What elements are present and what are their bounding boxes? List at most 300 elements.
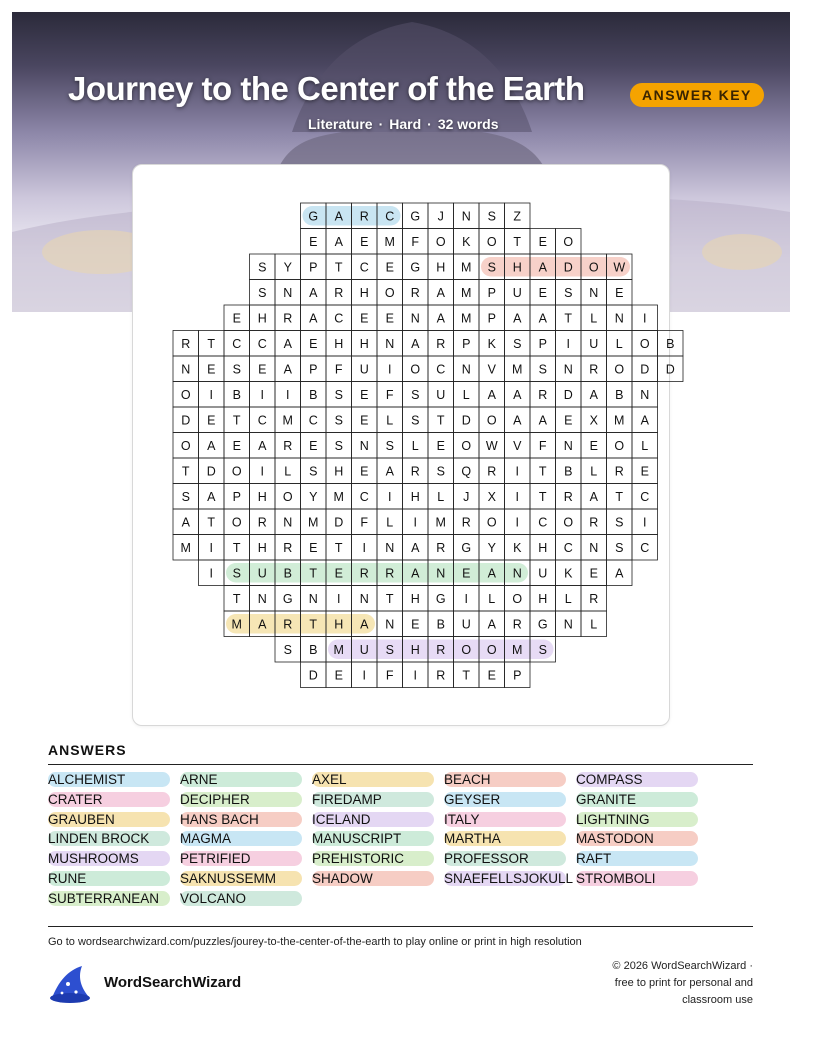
grid-letter: A [487,617,496,632]
grid-letter: I [260,464,264,479]
grid-letter: R [461,515,471,530]
grid-letter: H [538,591,548,606]
grid-letter: N [257,591,267,606]
grid-letter: T [207,336,216,351]
grid-letter: H [334,617,344,632]
grid-letter: N [283,515,293,530]
grid-letter: R [410,464,420,479]
grid-letter: N [614,311,624,326]
grid-letter: H [359,336,369,351]
answer-word: RAFT [576,851,698,866]
grid-letter: P [487,311,496,326]
grid-letter: S [487,209,496,224]
copyright-line: free to print for personal and [614,977,753,989]
grid-letter: A [181,515,190,530]
grid-letter: I [464,591,468,606]
grid-letter: D [563,387,573,402]
answer-word: MANUSCRIPT [312,831,434,846]
grid-letter: R [614,464,624,479]
grid-letter: K [487,336,496,351]
answer-word: VOLCANO [180,891,302,906]
grid-letter: W [613,260,626,275]
grid-letter: E [360,413,369,428]
grid-letter: S [258,285,267,300]
grid-letter: L [386,413,394,428]
grid-letter: I [643,515,647,530]
grid-letter: T [513,234,522,249]
grid-letter: R [283,311,293,326]
grid-letter: E [309,438,318,453]
grid-letter: L [641,438,649,453]
grid-letter: R [283,540,293,555]
grid-letter: I [362,668,366,683]
answer-word: ALCHEMIST [48,772,170,787]
grid-letter: I [362,540,366,555]
grid-letter: S [385,642,394,657]
grid-letter: U [359,642,369,657]
answer-word: STROMBOLI [576,871,698,886]
grid-letter: W [485,438,498,453]
grid-letter: D [181,413,191,428]
answer-word: GRAUBEN [48,812,170,827]
answer-word: MASTODON [576,831,698,846]
grid-letter: A [309,311,318,326]
grid-letter: L [590,617,598,632]
grid-letter: A [207,438,216,453]
grid-letter: C [308,413,318,428]
grid-letter: S [283,642,292,657]
grid-letter: A [360,617,369,632]
grid-letter: R [385,566,395,581]
grid-letter: T [462,668,471,683]
grid-letter: C [257,413,267,428]
answer-word: ICELAND [312,812,434,827]
answer-word: CRATER [48,792,170,807]
grid-letter: H [257,489,267,504]
grid-letter: A [334,209,343,224]
page-title: Journey to the Center of the Earth [68,70,585,107]
grid-letter: H [257,311,267,326]
grid-letter: M [614,413,625,428]
grid-letter: B [309,642,318,657]
grid-letter: J [437,209,444,224]
grid-letter: Q [461,464,472,479]
grid-letter: I [209,387,213,402]
grid-letter: I [337,591,341,606]
grid-letter: C [563,540,573,555]
grid-letter: T [207,515,216,530]
grid-letter: H [538,540,548,555]
grid-letter: E [385,311,394,326]
grid-letter: R [436,642,446,657]
grid-letter: N [410,311,420,326]
grid-letter: O [563,515,574,530]
answer-word: MAGMA [180,831,302,846]
grid-letter: M [435,515,446,530]
grid-letter: S [232,566,241,581]
grid-letter: E [309,336,318,351]
grid-letter: D [308,668,318,683]
grid-letter: E [538,285,547,300]
grid-letter: I [413,515,417,530]
grid-letter: A [538,413,547,428]
grid-letter: A [436,311,445,326]
grid-letter: M [282,413,293,428]
grid-letter: X [487,489,496,504]
grid-letter: P [309,260,318,275]
grid-letter: S [181,489,190,504]
grid-letter: P [513,668,522,683]
grid-letter: U [538,566,548,581]
grid-letter: T [309,617,318,632]
grid-letter: N [563,617,573,632]
grid-letter: N [640,387,650,402]
grid-letter: G [410,209,421,224]
grid-letter: T [232,591,241,606]
answers-heading: ANSWERS [48,742,127,758]
grid-letter: E [538,234,547,249]
grid-letter: I [209,566,213,581]
grid-letter: O [410,362,421,377]
grid-letter: L [590,464,598,479]
grid-letter: O [435,234,446,249]
grid-letter: U [436,387,446,402]
answers-divider [48,764,753,765]
grid-letter: A [309,285,318,300]
grid-letter: S [334,413,343,428]
grid-letter: S [538,642,547,657]
grid-letter: O [461,642,472,657]
answer-word: FIREDAMP [312,792,434,807]
grid-letter: R [334,285,344,300]
grid-letter: G [410,260,421,275]
grid-letter: K [462,234,471,249]
grid-letter: K [513,540,522,555]
grid-letter: O [384,285,395,300]
grid-letter: S [487,260,496,275]
grid-letter: E [258,362,267,377]
grid-letter: F [538,438,547,453]
grid-letter: H [436,260,446,275]
grid-letter: E [564,413,573,428]
grid-letter: D [640,362,650,377]
brand-name[interactable]: WordSearchWizard [104,974,242,991]
grid-letter: D [665,362,675,377]
grid-letter: E [487,668,496,683]
grid-letter: R [589,362,599,377]
answer-word: PROFESSOR [444,851,566,866]
grid-letter: L [437,489,445,504]
grid-letter: O [512,591,523,606]
grid-letter: L [462,387,470,402]
grid-letter: I [566,336,570,351]
grid-letter: E [640,464,649,479]
answer-word: SUBTERRANEAN [48,891,170,906]
grid-letter: P [538,336,547,351]
grid-letter: A [615,566,624,581]
grid-letter: S [615,515,624,530]
grid-letter: I [388,362,392,377]
answer-word: LINDEN BROCK [48,831,170,846]
grid-letter: N [308,591,318,606]
grid-letter: E [309,540,318,555]
grid-letter: S [411,387,420,402]
footer-link-text[interactable]: Go to wordsearchwizard.com/puzzles/jourey-to-the-center-of-the-earth to play online or print in high resolution [48,936,582,948]
grid-letter: O [180,438,191,453]
answer-word: GRANITE [576,792,698,807]
grid-letter: O [614,362,625,377]
grid-letter: A [207,489,216,504]
answer-word: LIGHTNING [576,812,698,827]
grid-letter: H [512,260,522,275]
grid-letter: K [564,566,573,581]
grid-letter: E [360,234,369,249]
grid-letter: B [232,387,241,402]
grid-letter: G [435,591,446,606]
grid-letter: A [513,311,522,326]
grid-letter: N [181,362,191,377]
grid-letter: E [360,464,369,479]
grid-letter: E [462,566,471,581]
grid-letter: M [231,617,242,632]
grid-letter: I [515,489,519,504]
answer-word: BEACH [444,772,566,787]
grid-letter: R [487,464,497,479]
grid-letter: B [436,617,445,632]
grid-letter: S [564,285,573,300]
grid-letter: U [257,566,267,581]
grid-letter: M [180,540,191,555]
grid-letter: B [615,387,624,402]
answer-word: RUNE [48,871,170,886]
grid-letter: F [334,362,343,377]
difficulty-label: Hard [389,116,422,132]
grid-letter: C [359,489,369,504]
grid-letter: A [513,413,522,428]
grid-letter: S [436,464,445,479]
grid-letter: T [334,260,343,275]
grid-letter: T [538,464,547,479]
grid-letter: N [436,566,446,581]
grid-letter: N [385,540,395,555]
grid-letter: R [436,336,446,351]
grid-letter: H [334,464,344,479]
grid-letter: M [333,642,344,657]
grid-letter: L [615,336,623,351]
grid-letter: E [615,285,624,300]
grid-letter: C [334,311,344,326]
grid-letter: T [564,311,573,326]
grid-letter: E [207,362,216,377]
copyright-line: © 2026 WordSearchWizard · [612,960,753,972]
grid-letter: N [385,336,395,351]
answer-word: AXEL [312,772,434,787]
grid-letter: C [232,336,242,351]
grid-letter: I [388,489,392,504]
grid-letter: M [512,362,523,377]
grid-letter: R [181,336,191,351]
grid-letter: S [232,362,241,377]
grid-letter: A [334,234,343,249]
word-search-grid[interactable] [133,165,675,725]
answer-word: SAKNUSSEMM [180,871,302,886]
grid-letter: B [666,336,675,351]
grid-letter: N [385,617,395,632]
wizard-hat-icon [48,964,94,1004]
grid-letter: O [282,489,293,504]
answer-word: DECIPHER [180,792,302,807]
grid-letter: A [258,438,267,453]
grid-letter: M [461,311,472,326]
grid-letter: N [563,362,573,377]
answer-word: SHADOW [312,871,434,886]
grid-letter: L [386,515,394,530]
grid-letter: R [563,489,573,504]
grid-letter: A [258,617,267,632]
grid-letter: F [360,515,369,530]
grid-letter: O [639,336,650,351]
grid-letter: E [385,260,394,275]
answer-word: SNAEFELLSJOKULL [444,871,574,886]
grid-letter: E [360,311,369,326]
answer-word: COMPASS [576,772,698,787]
grid-letter: L [488,591,496,606]
category-label: Literature [308,116,373,132]
answer-key-badge: ANSWER KEY [630,83,764,107]
grid-letter: R [589,591,599,606]
grid-letter: N [589,540,599,555]
grid-letter: R [257,515,267,530]
grid-letter: P [462,336,471,351]
footer-divider [48,926,753,927]
grid-letter: A [538,260,547,275]
grid-letter: Y [487,540,496,555]
grid-letter: P [232,489,241,504]
grid-letter: I [643,311,647,326]
grid-letter: A [385,464,394,479]
grid-letter: J [463,489,470,504]
grid-letter: I [286,387,290,402]
grid-letter: A [538,311,547,326]
grid-letter: E [334,566,343,581]
grid-letter: M [384,234,395,249]
grid-letter: N [359,591,369,606]
grid-letter: T [334,540,343,555]
puzzle-meta: Literature · Hard · 32 words [308,116,499,132]
grid-letter: R [283,438,293,453]
grid-letter: S [334,387,343,402]
grid-letter: E [207,413,216,428]
grid-letter: V [487,362,496,377]
grid-letter: C [257,336,267,351]
grid-letter: R [359,209,369,224]
grid-letter: D [563,260,573,275]
grid-letter: A [411,540,420,555]
grid-letter: O [588,260,599,275]
grid-letter: C [359,260,369,275]
grid-letter: H [410,489,420,504]
grid-letter: L [411,438,419,453]
grid-letter: T [615,489,624,504]
grid-letter: A [513,387,522,402]
grid-letter: B [309,387,318,402]
grid-letter: U [461,617,471,632]
grid-letter: R [512,617,522,632]
grid-letter: F [385,387,394,402]
grid-letter: N [283,285,293,300]
grid-letter: O [461,438,472,453]
grid-letter: H [257,540,267,555]
grid-letter: O [231,464,242,479]
grid-letter: O [486,642,497,657]
grid-letter: H [359,285,369,300]
grid-letter: A [411,566,420,581]
grid-letter: D [461,413,471,428]
grid-letter: L [564,591,572,606]
grid-letter: E [589,438,598,453]
grid-letter: O [563,234,574,249]
grid-letter: R [538,387,548,402]
grid-letter: V [513,438,522,453]
grid-letter: G [461,540,472,555]
grid-letter: H [410,591,420,606]
grid-letter: Y [309,489,318,504]
grid-letter: U [589,336,599,351]
grid-letter: A [411,336,420,351]
grid-letter: R [410,285,420,300]
grid-letter: N [589,285,599,300]
grid-letter: E [589,566,598,581]
grid-letter: S [334,438,343,453]
grid-letter: N [563,438,573,453]
grid-letter: O [614,438,625,453]
grid-letter: O [486,413,497,428]
answer-word: ARNE [180,772,302,787]
grid-letter: E [232,311,241,326]
puzzle-card [132,164,675,726]
grid-letter: N [461,362,471,377]
grid-letter: F [411,234,420,249]
grid-letter: R [359,566,369,581]
answer-word: ITALY [444,812,566,827]
grid-letter: A [589,489,598,504]
grid-letter: D [334,515,344,530]
grid-letter: U [359,362,369,377]
grid-letter: O [231,515,242,530]
grid-letter: I [260,387,264,402]
grid-letter: P [487,285,496,300]
grid-letter: T [538,489,547,504]
grid-letter: M [512,642,523,657]
grid-letter: C [538,515,548,530]
grid-letter: E [436,438,445,453]
grid-letter: S [513,336,522,351]
grid-letter: A [589,387,598,402]
grid-letter: A [283,362,292,377]
grid-letter: T [232,540,241,555]
grid-letter: E [309,234,318,249]
grid-letter: T [436,413,445,428]
grid-letter: L [284,464,292,479]
grid-letter: I [515,515,519,530]
grid-letter: I [515,464,519,479]
grid-letter: S [411,413,420,428]
grid-letter: T [385,591,394,606]
grid-letter: M [461,260,472,275]
grid-letter: E [360,387,369,402]
grid-letter: F [385,668,394,683]
grid-letter: E [411,617,420,632]
